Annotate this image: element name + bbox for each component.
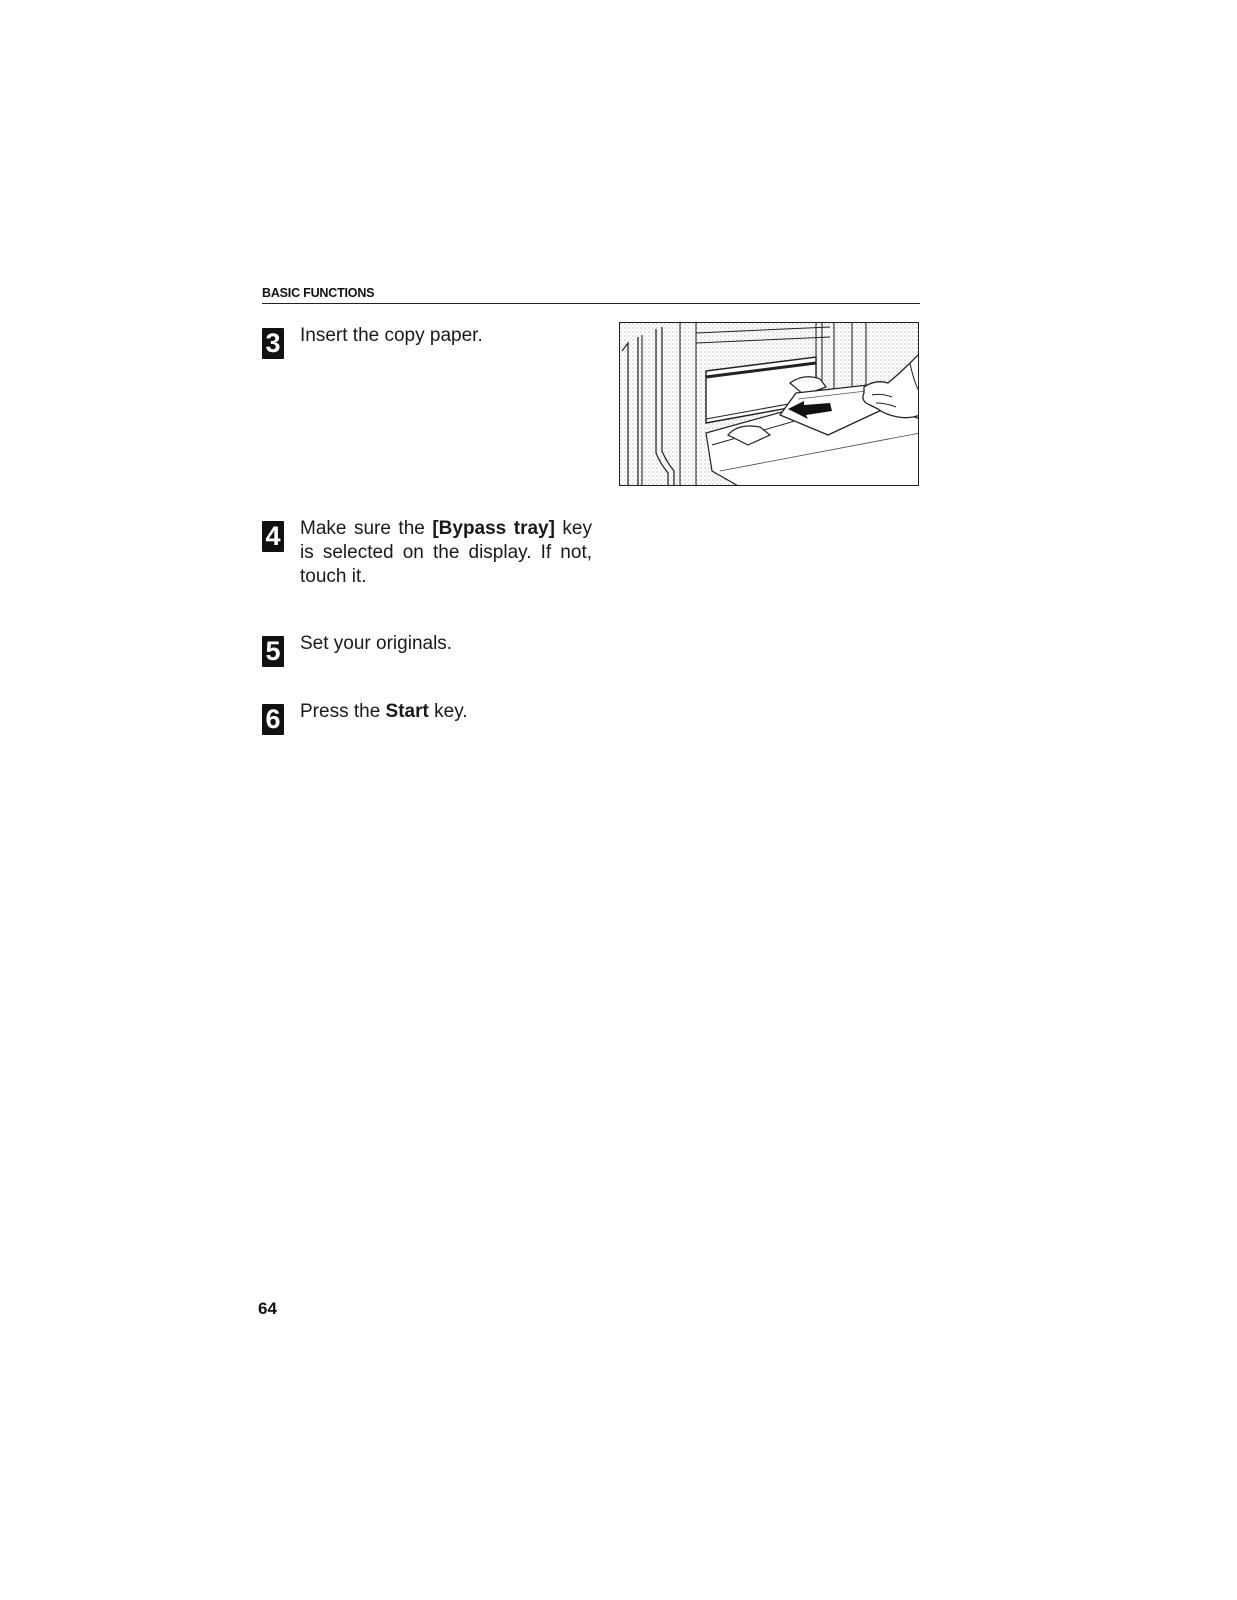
step-3 [262, 324, 602, 374]
step-number-6: 6 [262, 704, 284, 735]
step-5-text: Set your originals. [300, 633, 453, 654]
bypass-tray-illustration [619, 322, 919, 486]
step-4-text-after: key is selected on the display. If not, touch it. [300, 518, 592, 587]
step-number-5: 5 [262, 636, 284, 667]
step-number-4: 4 [262, 521, 284, 552]
bypass-tray-key-label: [Bypass tray] [432, 518, 555, 539]
step-4-text-before: Make sure the [300, 518, 433, 539]
step-4-text [300, 517, 592, 589]
step-4 [262, 517, 602, 597]
section-title: BASIC FUNCTIONS [262, 286, 375, 300]
step-6-text-after: key. [428, 701, 468, 722]
page-header [262, 284, 920, 304]
page-number: 64 [258, 1299, 277, 1318]
step-5 [262, 632, 602, 672]
start-key-label: Start [385, 701, 429, 722]
step-6 [262, 700, 602, 740]
bypass-tray-insert-paper-illustration-icon [620, 323, 919, 486]
step-6-text-before: Press the [300, 701, 386, 722]
step-number-3: 3 [262, 328, 284, 359]
step-3-text: Insert the copy paper. [300, 325, 483, 346]
step-6-text [300, 700, 592, 724]
